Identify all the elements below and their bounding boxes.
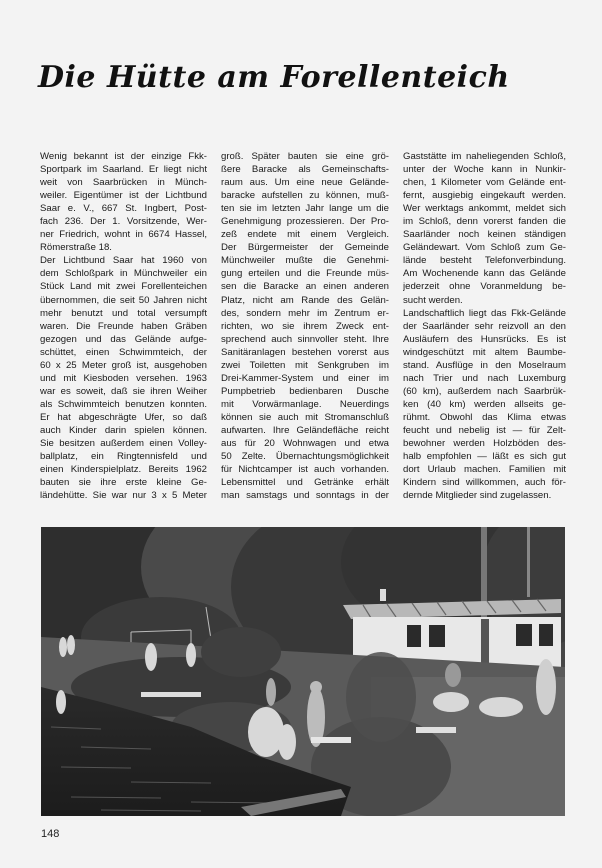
text-line: einen Kinderspielplatz. Bereits 1962	[40, 464, 207, 476]
text-line: dem Schloßpark in Münchweiler ein	[40, 268, 207, 280]
text-line: nach Trier und nach Luxemburg	[403, 372, 566, 384]
text-line: mit Vorwärmanlage. Neuerdings	[221, 398, 389, 410]
text-line: aufwarten. Ihre Geländefläche reicht	[221, 424, 389, 436]
text-line: sen die Baracke an einen anderen	[221, 281, 389, 293]
text-line: mehr benutzt und total versumpft	[40, 307, 207, 319]
text-line: des, sondern mehr im Zentrum er-	[221, 307, 389, 319]
text-line: sprechend auch sinnvoller steht. Ihre	[221, 333, 389, 345]
text-line: Saar e. V., 667 St. Ingbert, Post-	[40, 203, 207, 215]
text-line: Stück Land mit zwei Forellenteichen	[40, 281, 207, 293]
text-line: Wer werktags ankommt, meldet sich	[403, 203, 566, 215]
text-line: zwei Toiletten mit Senkgruben im	[221, 359, 389, 371]
text-line: ländehütte. Sie war nur 3 x 5 Meter	[40, 490, 207, 502]
text-line: gung erteilen und die Freunde müs-	[221, 268, 389, 280]
text-line: ballplatz, ein Ringtennisfeld und	[40, 451, 207, 463]
text-line: Gaststätte im naheliegenden Schloß,	[403, 151, 566, 162]
text-line: können sie auch mit Stromanschluß	[221, 411, 389, 423]
text-line: übernommen, die seit 50 Jahren nicht	[40, 294, 207, 306]
text-line: Sanitäranlagen bestehen vorerst aus	[221, 346, 389, 358]
text-line: Geländewart. Vom Schloß zum Ge-	[403, 242, 566, 254]
text-line: raum aus. Um eine neue Gelände-	[221, 177, 389, 189]
text-line: im Schloß, denn vorerst fanden die	[403, 216, 566, 228]
text-line: 60 x 25 Meter groß ist, ausgehoben	[40, 359, 207, 371]
text-line: fach 236. Der 1. Vorsitzende, Wer-	[40, 216, 207, 228]
text-line: Platz, nicht am Rande des Gelän-	[221, 294, 389, 306]
text-line: weit von Saarbrücken in Münch-	[40, 177, 207, 189]
text-line: halb empfohlen — läßt es sich gut	[403, 451, 566, 463]
page-number: 148	[41, 828, 60, 840]
article-title: Die Hütte am Forellenteich	[38, 60, 510, 96]
text-line: und mit Kiesboden versehen. 1963	[40, 372, 207, 384]
text-line: richten, wo sie ihrem Zweck ent-	[221, 320, 389, 332]
text-line: rühmt. Obwohl das Klima etwas	[403, 411, 566, 423]
text-line: bewohner werden Holzböden des-	[403, 438, 566, 450]
text-line: waren. Die Freunde haben Gräben	[40, 320, 207, 332]
text-line: dernde Mitglieder sind zugelassen.	[403, 490, 552, 502]
text-line: auch Kinder darin spielen können.	[40, 424, 207, 436]
text-line: Sportpark im Saarland. Er liegt nicht	[40, 164, 207, 176]
text-line: 50 Zelte. Übernachtungsmöglichkeit	[221, 451, 389, 463]
text-line: Genehmigung prozessieren. Der Pro-	[221, 216, 389, 228]
text-line: windgeschützt mit altem Baumbe-	[403, 346, 566, 358]
text-line: Saarländer noch keinen ständigen	[403, 229, 566, 241]
text-line: für Nichtcamper ist auch vorhanden.	[221, 464, 389, 476]
text-line: Pumpbetrieb bedienbaren Dusche	[221, 385, 389, 397]
text-line: feucht und nebelig ist — für Zelt-	[403, 424, 566, 436]
text-line: unter der Woche kann in Nunkir-	[403, 164, 566, 176]
text-line: Münchweiler mußte die Genehmi-	[221, 255, 389, 267]
text-line: dort Urlaub machen. Familien mit	[403, 464, 566, 476]
text-line: Drei-Kammer-System und einer im	[221, 372, 389, 384]
text-line: ner Friedrich, wohnt in 6674 Hassel,	[40, 229, 207, 241]
text-line: (60 km), außerdem nach Saarbrük-	[403, 385, 566, 397]
text-line: Römerstraße 18.	[40, 242, 112, 254]
text-line: baracke aufstellen zu können, muß-	[221, 190, 389, 202]
photo-illustration	[41, 527, 565, 816]
text-column-2	[221, 150, 389, 502]
text-line: Er hat abgeschrägte Ufer, so daß	[40, 411, 207, 423]
text-line: stand. Ausflüge in den Moselraum	[403, 359, 566, 371]
text-line: fernt, ausgiebig eingekauft werden.	[403, 190, 566, 202]
text-line: Kindern sind willkommen, auch för-	[403, 477, 566, 489]
text-line: Lebensmittel und Getränke erhält	[221, 477, 389, 489]
text-line: Der Lichtbund Saar hat 1960 von	[40, 255, 207, 267]
text-line: Landschaftlich liegt das Fkk-Gelände	[403, 307, 566, 319]
text-line: aus für 20 Wohnwagen und etwa	[221, 438, 389, 450]
text-line: Wenig bekannt ist der einzige Fkk-	[40, 151, 207, 162]
text-column-3	[403, 150, 566, 502]
text-line: jederzeit ohne Voranmeldung be-	[403, 281, 566, 293]
text-line: man samstags und sonntags in der	[221, 490, 389, 502]
text-line: Sie besitzen außerdem einen Volley-	[40, 438, 207, 450]
text-line: als Schwimmteich benutzen konnten.	[40, 398, 207, 410]
text-line: ßere Baracke als Gemeinschafts-	[221, 164, 389, 176]
text-line: sucht werden.	[403, 294, 463, 306]
text-line: zeß endete mit einem Vergleich.	[221, 229, 389, 241]
text-column-1	[40, 150, 207, 502]
text-line: gezogen und das Gelände aufge-	[40, 333, 207, 345]
text-line: ten sie im letzten Jahr lange um die	[221, 203, 389, 215]
text-line: war es soweit, daß sie ihren Weiher	[40, 385, 207, 397]
text-line: der Saarländer sehr reizvoll an den	[403, 320, 566, 332]
article-photo	[41, 527, 565, 816]
text-line: bauten sie ihre erste kleine Ge-	[40, 477, 207, 489]
text-line: schüttet, einen Schwimmteich, der	[40, 346, 207, 358]
text-line: Am Wochenende kann das Gelände	[403, 268, 566, 280]
text-line: groß. Später bauten sie eine grö-	[221, 151, 389, 162]
text-line: ken (40 km) werden allseits ge-	[403, 398, 566, 410]
text-line: lände besteht Telefonverbindung.	[403, 255, 566, 267]
text-line: Ausläufern des Hunsrücks. Es ist	[403, 333, 566, 345]
text-line: Der Bürgermeister der Gemeinde	[221, 242, 389, 254]
text-line: weiler. Eigentümer ist der Lichtbund	[40, 190, 207, 202]
text-line: chen, 1 Kilometer vom Gelände ent-	[403, 177, 566, 189]
